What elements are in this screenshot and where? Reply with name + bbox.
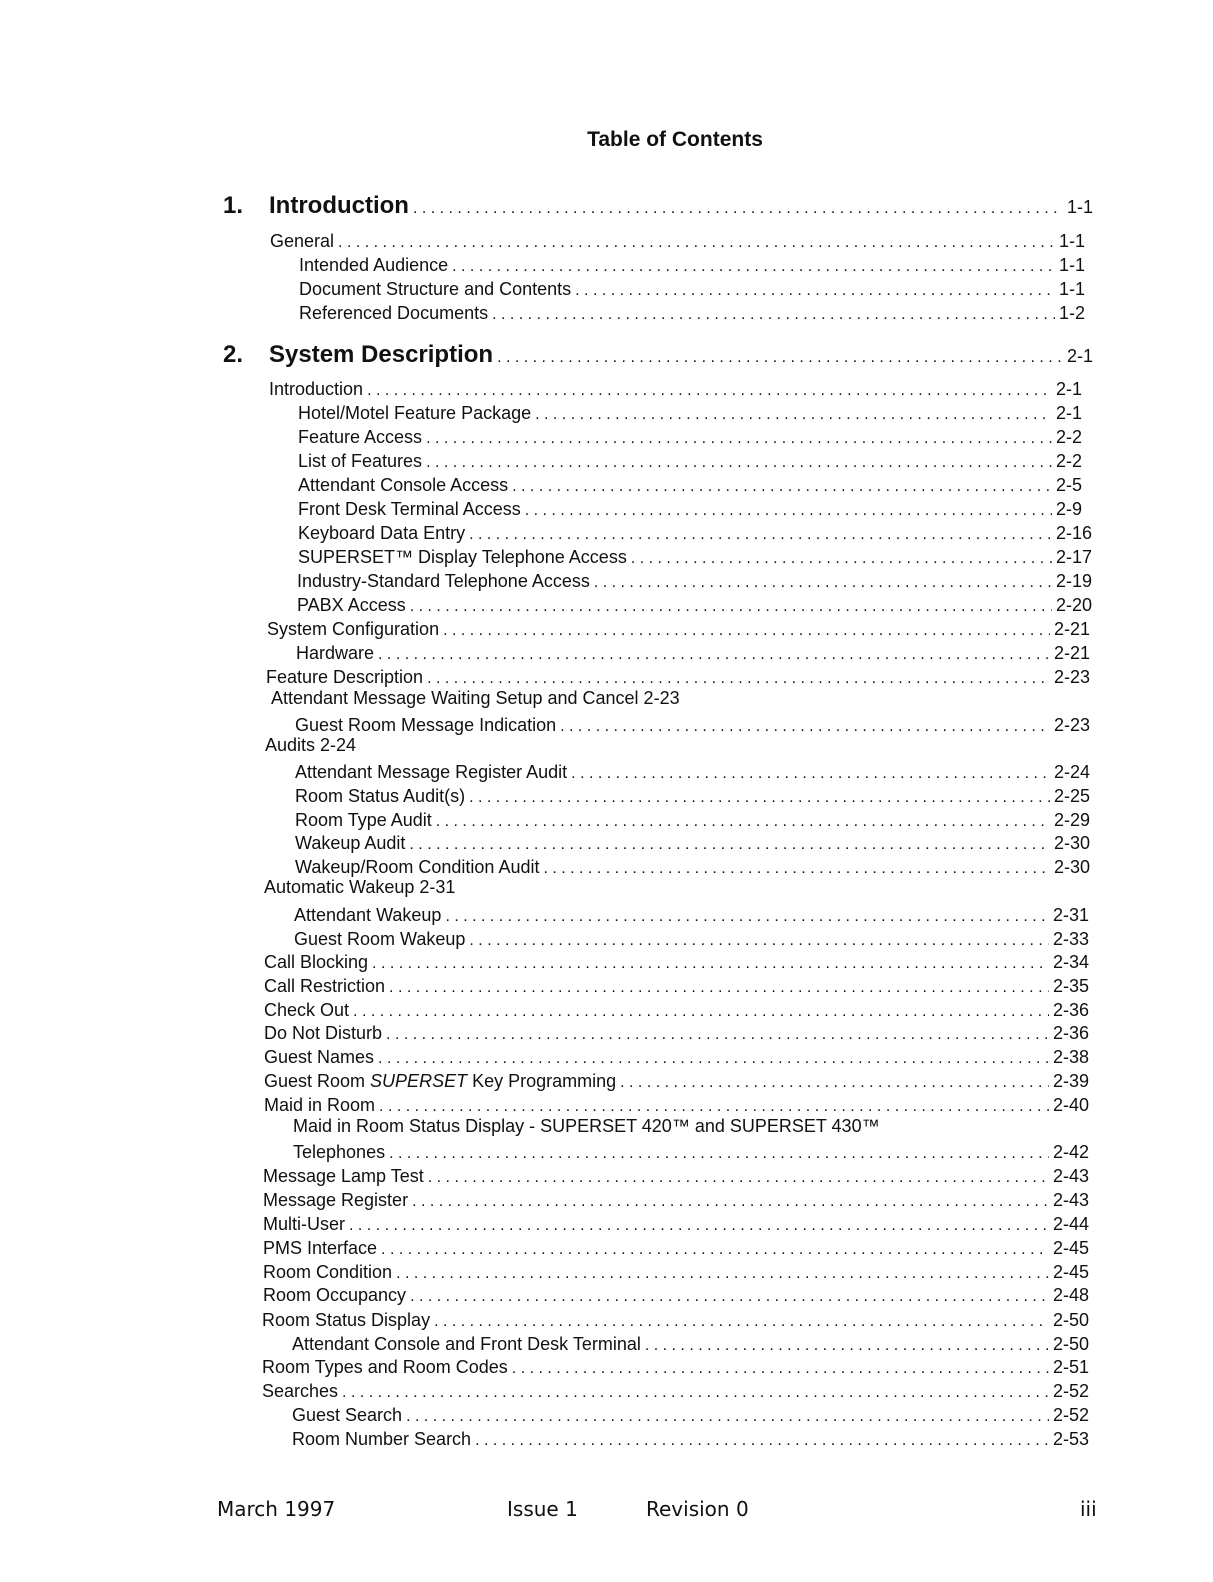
page-number: 1-1 bbox=[1058, 231, 1085, 251]
toc-entry-multi-user[interactable] bbox=[263, 1212, 1089, 1236]
leader-dots bbox=[426, 451, 1052, 475]
toc-entry-maid-in-room[interactable] bbox=[264, 1093, 1089, 1117]
toc-entry-call-blocking[interactable] bbox=[264, 950, 1089, 974]
page-number: 2-30 bbox=[1053, 833, 1090, 853]
toc-entry-hotel-motel[interactable] bbox=[298, 401, 1082, 425]
toc-entry-room-status-display[interactable] bbox=[262, 1308, 1089, 1332]
toc-entry-message-register-audit[interactable] bbox=[295, 760, 1090, 784]
toc-entry-wakeup-room-condition-audit[interactable] bbox=[295, 855, 1090, 879]
page-number: 2-34 bbox=[1052, 952, 1089, 972]
toc-entry-guest-search[interactable] bbox=[292, 1403, 1089, 1427]
entry-label: Call Blocking bbox=[264, 952, 369, 972]
entry-label: Keyboard Data Entry bbox=[298, 523, 466, 543]
toc-entry-intended-audience[interactable] bbox=[299, 253, 1085, 277]
leader-dots bbox=[410, 1285, 1049, 1309]
leader-dots bbox=[512, 475, 1052, 499]
page-number: 2-50 bbox=[1052, 1334, 1089, 1354]
leader-dots bbox=[492, 303, 1055, 327]
toc-entry-searches[interactable] bbox=[262, 1379, 1089, 1403]
page-number: 2-43 bbox=[1052, 1190, 1089, 1210]
toc-entry-guest-names[interactable] bbox=[264, 1045, 1089, 1069]
page-number: 2-45 bbox=[1052, 1262, 1089, 1282]
toc-entry-room-status-audit[interactable] bbox=[295, 784, 1090, 808]
entry-label: Document Structure and Contents bbox=[299, 279, 572, 299]
toc-entry-attendant-console-access[interactable] bbox=[298, 473, 1082, 497]
entry-label: Hardware bbox=[296, 643, 375, 663]
leader-dots bbox=[389, 1142, 1049, 1166]
entry-label: Feature Access bbox=[298, 427, 423, 447]
entry-label: General bbox=[270, 231, 335, 251]
leader-dots bbox=[409, 833, 1050, 857]
entry-label: Room Type Audit bbox=[295, 810, 432, 830]
footer-date: March 1997 bbox=[217, 1497, 336, 1521]
entry-label: Hotel/Motel Feature Package bbox=[298, 403, 532, 423]
entry-label: Room Occupancy bbox=[263, 1285, 407, 1305]
chapter-number: 1. bbox=[223, 192, 244, 219]
leader-dots bbox=[412, 1190, 1049, 1214]
page-number: 2-5 bbox=[1055, 475, 1082, 495]
page-number: 2-25 bbox=[1053, 786, 1090, 806]
toc-entry-attendant-message-waiting[interactable]: Attendant Message Waiting Setup and Cancel 2-23 bbox=[271, 688, 680, 708]
toc-entry-automatic-wakeup[interactable]: Automatic Wakeup 2-31 bbox=[264, 877, 456, 897]
entry-label: Room Status Display bbox=[262, 1310, 431, 1330]
leader-dots bbox=[406, 1405, 1049, 1429]
page-number: 2-23 bbox=[1053, 715, 1090, 735]
page-number: 2-43 bbox=[1052, 1166, 1089, 1186]
toc-entry-keyboard-data-entry[interactable] bbox=[298, 521, 1092, 545]
page-number: 1-2 bbox=[1058, 303, 1085, 323]
page-number: 1-1 bbox=[1058, 279, 1085, 299]
entry-label: Check Out bbox=[264, 1000, 350, 1020]
chapter-number: 2. bbox=[223, 341, 244, 368]
toc-entry-check-out[interactable] bbox=[264, 998, 1089, 1022]
page-number: 2-38 bbox=[1052, 1047, 1089, 1067]
toc-entry-list-of-features[interactable] bbox=[298, 449, 1082, 473]
leader-dots bbox=[475, 1429, 1049, 1453]
toc-entry-call-restriction[interactable] bbox=[264, 974, 1089, 998]
entry-label: Searches bbox=[262, 1381, 339, 1401]
toc-entry-room-type-audit[interactable] bbox=[295, 808, 1090, 832]
toc-entry-referenced-documents[interactable] bbox=[299, 301, 1085, 325]
chapter-title: Introduction bbox=[269, 192, 409, 219]
page-number: 2-36 bbox=[1052, 1000, 1089, 1020]
page-number: 2-17 bbox=[1055, 547, 1092, 567]
leader-dots bbox=[443, 619, 1050, 643]
page-number: 2-51 bbox=[1052, 1357, 1089, 1377]
page-number: 2-35 bbox=[1052, 976, 1089, 996]
leader-dots bbox=[469, 523, 1052, 547]
page-number: 2-21 bbox=[1053, 619, 1090, 639]
toc-entry-hardware[interactable] bbox=[296, 641, 1090, 665]
entry-label: Do Not Disturb bbox=[264, 1023, 383, 1043]
leader-dots bbox=[620, 1071, 1049, 1095]
chapter-title: System Description bbox=[269, 341, 494, 368]
toc-entry-document-structure[interactable] bbox=[299, 277, 1085, 301]
page-number: 2-53 bbox=[1052, 1429, 1089, 1449]
entry-label: Call Restriction bbox=[264, 976, 386, 996]
leader-dots bbox=[571, 762, 1050, 786]
leader-dots bbox=[378, 643, 1050, 667]
leader-dots bbox=[410, 595, 1052, 619]
page-number: 2-20 bbox=[1055, 595, 1092, 615]
entry-label: Industry-Standard Telephone Access bbox=[297, 571, 590, 591]
entry-label: Referenced Documents bbox=[299, 303, 489, 323]
page-number: 2-40 bbox=[1052, 1095, 1089, 1115]
page-number: 2-24 bbox=[1053, 762, 1090, 782]
entry-label: Message Lamp Test bbox=[263, 1166, 424, 1186]
leader-dots bbox=[575, 279, 1055, 303]
page-number: 2-33 bbox=[1052, 929, 1089, 949]
entry-label: Attendant Console Access bbox=[298, 475, 509, 495]
entry-label: PABX Access bbox=[297, 595, 406, 615]
toc-entry-telephones[interactable] bbox=[293, 1140, 1089, 1164]
entry-label: Guest Room Wakeup bbox=[294, 929, 466, 949]
leader-dots bbox=[445, 905, 1049, 929]
entry-label: Room Types and Room Codes bbox=[262, 1357, 508, 1377]
leader-dots bbox=[452, 255, 1055, 279]
entry-label: Guest Names bbox=[264, 1047, 375, 1067]
entry-label: Attendant Wakeup bbox=[294, 905, 442, 925]
page-number: 2-45 bbox=[1052, 1238, 1089, 1258]
entry-label: Maid in Room bbox=[264, 1095, 376, 1115]
page-number: 2-21 bbox=[1053, 643, 1090, 663]
leader-dots bbox=[631, 547, 1052, 571]
entry-label: Multi-User bbox=[263, 1214, 346, 1234]
entry-label: Attendant Console and Front Desk Terminal bbox=[292, 1334, 641, 1354]
page-title: Table of Contents bbox=[587, 128, 763, 151]
entry-label: SUPERSET™ Display Telephone Access bbox=[298, 547, 627, 567]
leader-dots bbox=[381, 1238, 1049, 1262]
entry-label: Intended Audience bbox=[299, 255, 449, 275]
entry-label: Front Desk Terminal Access bbox=[298, 499, 521, 519]
entry-label: Introduction bbox=[269, 379, 364, 399]
page-number: 2-39 bbox=[1052, 1071, 1089, 1091]
page-number: 2-31 bbox=[1052, 905, 1089, 925]
page-number: 2-19 bbox=[1055, 571, 1092, 591]
toc-entry-room-types-and-codes[interactable] bbox=[262, 1355, 1089, 1379]
page-number: 2-1 bbox=[1066, 346, 1093, 366]
entry-label: Attendant Message Register Audit bbox=[295, 762, 568, 782]
page-number: 2-44 bbox=[1052, 1214, 1089, 1234]
entry-label: Wakeup Audit bbox=[295, 833, 406, 853]
toc-entry-guest-room-message[interactable] bbox=[295, 713, 1090, 737]
toc-entry-audits[interactable]: Audits 2-24 bbox=[265, 735, 357, 755]
entry-label: Guest Room SUPERSET Key Programming bbox=[264, 1071, 617, 1091]
toc-entry-maid-in-room-status-display[interactable]: Maid in Room Status Display - SUPERSET 420™ and SUPERSET 430™ bbox=[293, 1116, 880, 1136]
toc-entry-superset-key-programming[interactable] bbox=[264, 1069, 1089, 1093]
leader-dots bbox=[389, 976, 1049, 1000]
toc-entry-front-desk-access[interactable] bbox=[298, 497, 1082, 521]
page-number: 2-29 bbox=[1053, 810, 1090, 830]
toc-entry-introduction[interactable] bbox=[269, 377, 1082, 401]
leader-dots bbox=[428, 1166, 1049, 1190]
leader-dots bbox=[367, 379, 1052, 403]
toc-entry-do-not-disturb[interactable] bbox=[264, 1021, 1089, 1045]
toc-entry-pabx-access[interactable] bbox=[297, 593, 1092, 617]
leader-dots bbox=[426, 427, 1052, 451]
leader-dots bbox=[413, 200, 1063, 218]
page-number: 2-52 bbox=[1052, 1381, 1089, 1401]
leader-dots bbox=[560, 715, 1050, 739]
entry-label: Feature Description bbox=[266, 667, 424, 687]
toc-entry-room-condition[interactable] bbox=[263, 1260, 1089, 1284]
entry-label: Guest Search bbox=[292, 1405, 403, 1425]
entry-label: Room Status Audit(s) bbox=[295, 786, 466, 806]
toc-entry-room-number-search[interactable] bbox=[292, 1427, 1089, 1451]
page-number: 2-23 bbox=[1053, 667, 1090, 687]
page-number: 2-30 bbox=[1053, 857, 1090, 877]
toc-entry-console-and-front-desk[interactable] bbox=[292, 1332, 1089, 1356]
entry-label: Message Register bbox=[263, 1190, 409, 1210]
leader-dots bbox=[543, 857, 1050, 881]
toc-entry-pms-interface[interactable] bbox=[263, 1236, 1089, 1260]
chapter-2[interactable] bbox=[223, 341, 1093, 371]
toc-entry-superset-display-access[interactable] bbox=[298, 545, 1092, 569]
toc-entry-feature-access[interactable] bbox=[298, 425, 1082, 449]
page-number: 2-1 bbox=[1055, 379, 1082, 399]
page-number: 1-1 bbox=[1066, 197, 1093, 217]
entry-label: System Configuration bbox=[267, 619, 440, 639]
page-number: 2-9 bbox=[1055, 499, 1082, 519]
leader-dots bbox=[497, 349, 1063, 367]
entry-label: PMS Interface bbox=[263, 1238, 378, 1258]
toc-entry-guest-room-wakeup[interactable] bbox=[294, 927, 1089, 951]
footer-issue: Issue 1 bbox=[507, 1497, 578, 1521]
page-number: 2-42 bbox=[1052, 1142, 1089, 1162]
chapter-1[interactable] bbox=[223, 192, 1093, 222]
toc-entry-feature-description[interactable] bbox=[266, 665, 1090, 689]
leader-dots bbox=[349, 1214, 1049, 1238]
leader-dots bbox=[372, 952, 1049, 976]
entry-label: Room Number Search bbox=[292, 1429, 472, 1449]
leader-dots bbox=[338, 231, 1055, 255]
page-number: 1-1 bbox=[1058, 255, 1085, 275]
toc-entry-message-lamp-test[interactable] bbox=[263, 1164, 1089, 1188]
footer-page-number: iii bbox=[1080, 1497, 1097, 1521]
entry-label: List of Features bbox=[298, 451, 423, 471]
toc-entry-industry-standard-access[interactable] bbox=[297, 569, 1092, 593]
toc-entry-attendant-wakeup[interactable] bbox=[294, 903, 1089, 927]
leader-dots bbox=[594, 571, 1052, 595]
toc-entry-message-register[interactable] bbox=[263, 1188, 1089, 1212]
entry-label: Wakeup/Room Condition Audit bbox=[295, 857, 540, 877]
entry-label: Guest Room Message Indication bbox=[295, 715, 557, 735]
page-number: 2-52 bbox=[1052, 1405, 1089, 1425]
entry-label: Telephones bbox=[293, 1142, 386, 1162]
leader-dots bbox=[469, 786, 1050, 810]
toc-entry-room-occupancy[interactable] bbox=[263, 1283, 1089, 1307]
page-number: 2-1 bbox=[1055, 403, 1082, 423]
leader-dots bbox=[512, 1357, 1049, 1381]
leader-dots bbox=[525, 499, 1052, 523]
leader-dots bbox=[535, 403, 1052, 427]
toc-entry-system-configuration[interactable] bbox=[267, 617, 1090, 641]
page-number: 2-48 bbox=[1052, 1285, 1089, 1305]
page-number: 2-2 bbox=[1055, 427, 1082, 447]
footer-revision: Revision 0 bbox=[646, 1497, 749, 1521]
page-number: 2-36 bbox=[1052, 1023, 1089, 1043]
page-number: 2-50 bbox=[1052, 1310, 1089, 1330]
page-number: 2-2 bbox=[1055, 451, 1082, 471]
leader-dots bbox=[434, 1310, 1049, 1334]
entry-label: Room Condition bbox=[263, 1262, 393, 1282]
leader-dots bbox=[378, 1047, 1049, 1071]
leader-dots bbox=[342, 1381, 1049, 1405]
leader-dots bbox=[386, 1023, 1049, 1047]
toc-entry-general[interactable] bbox=[270, 229, 1085, 253]
page-number: 2-16 bbox=[1055, 523, 1092, 543]
toc-entry-wakeup-audit[interactable] bbox=[295, 831, 1090, 855]
